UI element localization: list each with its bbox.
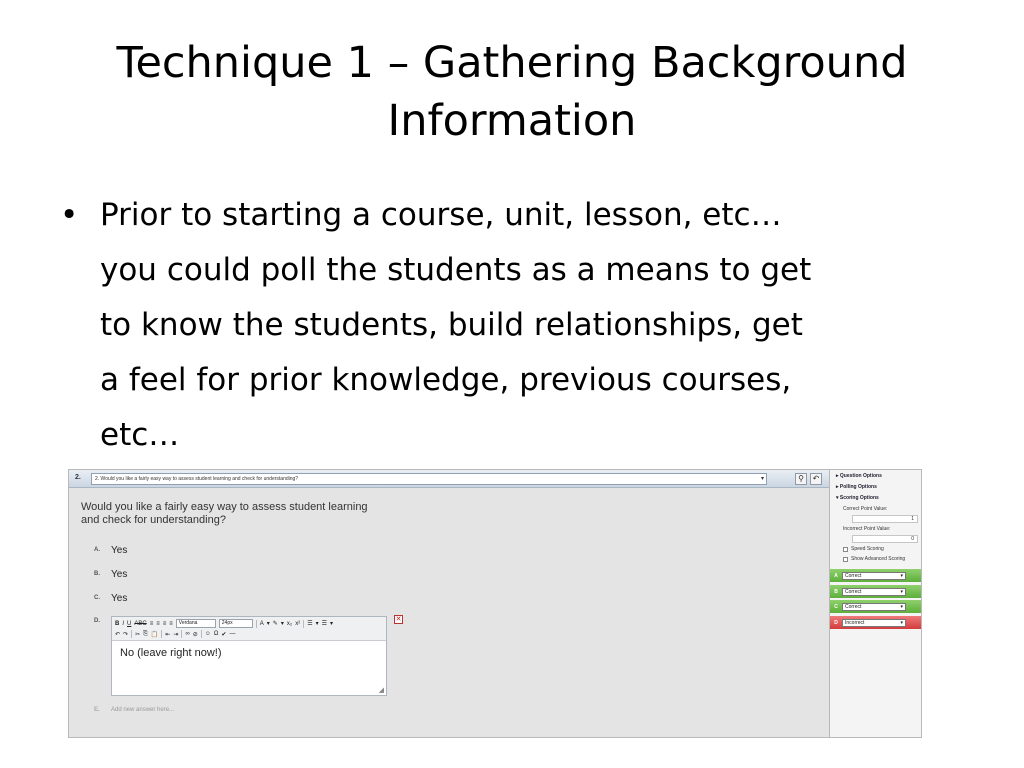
question-header-bar xyxy=(69,470,829,488)
question-number: 2. xyxy=(75,474,81,481)
superscript-icon[interactable]: x² xyxy=(295,620,301,627)
answer-letter-a: A. xyxy=(94,547,100,553)
redo-icon[interactable]: ↷ xyxy=(123,631,129,638)
editor-content[interactable]: No (leave right now!) xyxy=(120,647,222,659)
sidebar-section-polling-options[interactable] xyxy=(836,484,877,490)
answer-text-b[interactable]: Yes xyxy=(111,569,128,580)
checkbox-icon xyxy=(843,557,848,562)
horizontal-rule-icon[interactable]: — xyxy=(229,631,236,637)
editor-toolbar-row xyxy=(115,619,333,628)
question-editor-panel xyxy=(69,470,829,738)
show-advanced-scoring-checkbox[interactable] xyxy=(843,556,905,562)
question-text-line: and check for understanding? xyxy=(81,514,226,526)
answer-score-value: Incorrect xyxy=(845,619,865,626)
sidebar-section-label: Question Options xyxy=(839,473,882,479)
chevron-down-icon[interactable]: ▾ xyxy=(280,621,284,627)
toolbar-separator xyxy=(303,620,304,628)
polling-app-screenshot xyxy=(68,469,922,738)
sidebar-section-scoring-options[interactable] xyxy=(836,495,879,501)
answer-score-letter: A xyxy=(834,572,838,579)
answer-score-row-d xyxy=(830,616,922,629)
chevron-right-icon: ▸ xyxy=(836,473,839,479)
answer-score-value: Correct xyxy=(845,588,862,595)
chevron-down-icon[interactable]: ▾ xyxy=(315,621,319,627)
answer-score-row-b xyxy=(830,585,922,598)
bold-icon[interactable]: B xyxy=(115,620,120,627)
align-left-icon[interactable]: ≡ xyxy=(149,620,154,627)
chevron-down-icon: ▾ xyxy=(900,588,903,595)
question-text-line: Would you like a fairly easy way to assess student learning xyxy=(81,501,368,513)
answer-score-row-a xyxy=(830,569,922,582)
answer-score-letter: B xyxy=(834,588,838,595)
answer-score-select[interactable] xyxy=(842,588,906,596)
toolbar-separator xyxy=(256,620,257,628)
copy-icon[interactable]: ⎘ xyxy=(143,630,148,637)
bullet-line: to know the students, build relationships, get xyxy=(100,307,803,343)
rich-text-editor[interactable] xyxy=(111,616,387,696)
resize-grip-icon[interactable]: ◢ xyxy=(378,687,384,694)
link-icon[interactable]: ∞ xyxy=(185,631,190,637)
chevron-right-icon: ▸ xyxy=(836,484,839,490)
cut-icon[interactable]: ✂ xyxy=(135,631,141,638)
answer-score-value: Correct xyxy=(845,603,862,610)
toolbar-separator xyxy=(131,630,132,638)
bullet-text xyxy=(100,188,960,463)
bullet-item xyxy=(60,188,960,463)
slide-title xyxy=(40,34,984,150)
outdent-icon[interactable]: ⇤ xyxy=(165,631,171,638)
answer-letter-b: B. xyxy=(94,571,100,577)
close-icon[interactable]: ✕ xyxy=(395,616,402,623)
answer-text-a[interactable]: Yes xyxy=(111,545,128,556)
speed-scoring-checkbox[interactable] xyxy=(843,546,884,552)
sidebar-section-label: Polling Options xyxy=(839,484,877,490)
chevron-down-icon[interactable]: ▾ xyxy=(266,621,270,627)
underline-icon[interactable]: U xyxy=(127,620,132,627)
undo-icon[interactable]: ↶ xyxy=(810,473,822,485)
bullet-line: etc… xyxy=(100,417,180,453)
align-justify-icon[interactable]: ≡ xyxy=(169,620,173,627)
toolbar-separator xyxy=(201,630,202,638)
correct-point-label: Correct Point Value: xyxy=(843,506,888,512)
bullet-line: a feel for prior knowledge, previous courses, xyxy=(100,362,792,398)
answer-text-c[interactable]: Yes xyxy=(111,593,128,604)
chevron-down-icon: ▾ xyxy=(760,476,764,482)
toolbar-separator xyxy=(161,630,162,638)
answer-score-row-c xyxy=(830,600,922,613)
special-character-icon[interactable]: Ω xyxy=(213,631,219,637)
add-new-answer-input[interactable]: Add new answer here... xyxy=(111,707,175,713)
sidebar-section-label: Scoring Options xyxy=(839,495,879,501)
answer-letter-d: D. xyxy=(94,618,100,624)
align-right-icon[interactable]: ≡ xyxy=(162,620,167,627)
question-select[interactable] xyxy=(91,473,767,485)
answer-score-select[interactable] xyxy=(842,619,906,627)
answer-score-value: Correct xyxy=(845,572,862,579)
answer-score-select[interactable] xyxy=(842,603,906,611)
checkbox-icon xyxy=(843,547,848,552)
answer-score-letter: D xyxy=(834,619,838,626)
chevron-down-icon: ▾ xyxy=(900,619,903,626)
text-color-icon[interactable]: A xyxy=(259,620,264,627)
bullet-marker: • xyxy=(60,197,79,233)
font-family-select[interactable]: Verdana xyxy=(176,619,216,628)
subscript-icon[interactable]: x₂ xyxy=(286,620,293,627)
slide-title-line-2: Information xyxy=(387,96,637,146)
bullet-list xyxy=(60,188,960,463)
chevron-down-icon: ▾ xyxy=(900,603,903,610)
correct-point-input[interactable]: 1 xyxy=(852,515,918,523)
incorrect-point-label: Incorrect Point Value: xyxy=(843,526,891,532)
chevron-down-icon: ▾ xyxy=(900,572,903,579)
toolbar-separator xyxy=(181,630,182,638)
spellcheck-icon[interactable]: ✔ xyxy=(221,631,227,638)
answer-letter-c: C. xyxy=(94,595,100,601)
sidebar-section-question-options[interactable] xyxy=(836,473,882,479)
indent-icon[interactable]: ⇥ xyxy=(173,631,179,638)
editor-toolbar xyxy=(112,617,386,641)
align-center-icon[interactable]: ≡ xyxy=(156,620,160,627)
emoji-icon[interactable]: ☺ xyxy=(204,631,211,637)
answer-letter-e: E. xyxy=(94,707,100,713)
answer-score-letter: C xyxy=(834,603,838,610)
incorrect-point-input[interactable]: 0 xyxy=(852,535,918,543)
strikethrough-icon[interactable]: ABC xyxy=(134,620,147,627)
slide-title-line-1: Technique 1 – Gathering Background xyxy=(116,38,908,88)
answer-score-select[interactable] xyxy=(842,572,906,580)
highlight-icon[interactable]: ✎ xyxy=(272,621,278,627)
unlink-icon[interactable]: ⊘ xyxy=(192,631,198,638)
bullet-line: Prior to starting a course, unit, lesson, etc… xyxy=(100,197,782,233)
editor-toolbar-row xyxy=(115,630,235,638)
question-select-value: 2. Would you like a fairly easy way to assess student learning and check for understanding? xyxy=(95,476,299,482)
bullet-list-icon[interactable]: ☰ xyxy=(307,621,313,627)
undo-icon[interactable]: ↶ xyxy=(115,631,121,638)
font-size-select[interactable]: 24px xyxy=(219,619,253,628)
search-icon[interactable]: ⚲ xyxy=(795,473,807,485)
chevron-down-icon[interactable]: ▾ xyxy=(329,621,333,627)
italic-icon[interactable]: I xyxy=(122,620,125,627)
question-text[interactable] xyxy=(81,501,421,527)
paste-icon[interactable]: 📋 xyxy=(150,631,159,638)
numbered-list-icon[interactable]: ☰ xyxy=(321,621,327,627)
chevron-down-icon: ▾ xyxy=(836,495,839,501)
bullet-line: you could poll the students as a means to get xyxy=(100,252,812,288)
checkbox-label: Speed Scoring xyxy=(851,546,884,552)
options-sidebar xyxy=(829,470,922,738)
checkbox-label: Show Advanced Scoring xyxy=(851,556,906,562)
